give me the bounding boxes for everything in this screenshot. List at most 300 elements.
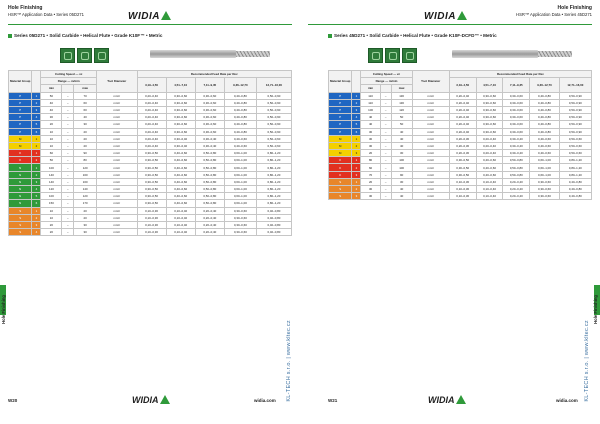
series-heading <box>328 33 497 38</box>
table-cell: 100 <box>391 164 412 171</box>
group-band-cell: S <box>329 178 352 185</box>
table-cell: 0,30–0,60 <box>166 128 195 135</box>
table-cell: 0,40–0,60 <box>166 164 195 171</box>
subgroup-cell: 3 <box>352 150 361 157</box>
table-cell: 10 <box>41 142 62 149</box>
group-band-cell: M <box>329 142 352 149</box>
table-row <box>9 178 292 185</box>
table-row <box>329 171 592 178</box>
table-row <box>9 142 292 149</box>
table-cell: 40 <box>391 193 412 200</box>
table-cell: – <box>62 200 74 207</box>
group-band-cell: P <box>9 92 32 99</box>
table-cell: 0,30–0,60 <box>530 186 560 193</box>
table-cell: – <box>62 142 74 149</box>
table-cell: 0,50–0,80 <box>195 150 224 157</box>
group-band-cell: P <box>329 106 352 113</box>
table-cell: – <box>380 157 391 164</box>
col-speed: Cutting Speed — vc <box>41 71 97 78</box>
header-title: Hole Finishing <box>557 5 592 11</box>
table-cell: 30 <box>361 135 380 142</box>
col-dia-1: 3,19–4,50 <box>449 78 476 92</box>
table-cell: mm/r <box>97 99 137 106</box>
subgroup-cell: 5 <box>352 121 361 128</box>
material-k-icon <box>77 48 92 63</box>
col-dash <box>380 85 391 92</box>
subgroup-cell: 2 <box>32 171 41 178</box>
table-cell: 0,60–1,00 <box>224 150 256 157</box>
table-cell: 90 <box>74 150 97 157</box>
group-band-cell: P <box>329 114 352 121</box>
table-cell: 20 <box>74 128 97 135</box>
group-band-cell: P <box>9 128 32 135</box>
group-band-cell: S <box>9 214 32 221</box>
widia-logo <box>424 10 467 22</box>
group-band-cell: P <box>9 114 32 121</box>
group-band-cell: M <box>329 150 352 157</box>
subgroup-cell: 3 <box>32 221 41 228</box>
table-cell: 0,40–0,60 <box>166 150 195 157</box>
subgroup-cell: 1 <box>32 207 41 214</box>
subgroup-cell: 2 <box>32 214 41 221</box>
table-cell: 0,40–0,60 <box>530 150 560 157</box>
subgroup-cell: 6 <box>352 128 361 135</box>
logo-mark-icon <box>161 11 171 20</box>
col-spacer <box>352 71 361 93</box>
subgroup-cell: 5 <box>32 193 41 200</box>
table-cell: 50 <box>41 92 62 99</box>
table-cell: 0,30–0,40 <box>195 135 224 142</box>
table-cell: mm/r <box>97 164 137 171</box>
subgroup-cell: 2 <box>352 164 361 171</box>
subgroup-cell: 1 <box>352 92 361 99</box>
table-cell: 0,50–0,90 <box>559 128 591 135</box>
table-cell: 0,30–0,50 <box>137 193 166 200</box>
table-cell: mm/r <box>412 164 449 171</box>
table-cell: – <box>62 99 74 106</box>
table-cell: 0,30–0,60 <box>195 106 224 113</box>
table-cell: 160 <box>74 178 97 185</box>
table-row <box>329 114 592 121</box>
subgroup-cell: 6 <box>32 128 41 135</box>
table-cell: 0,20–0,40 <box>449 92 476 99</box>
table-cell: 0,20–0,40 <box>476 135 503 142</box>
table-cell: 0,50–0,90 <box>559 121 591 128</box>
table-cell: 0,30–0,40 <box>166 135 195 142</box>
table-cell: 0,20–0,40 <box>137 114 166 121</box>
table-cell: 0,20–0,30 <box>449 142 476 149</box>
table-cell: 0,10–0,40 <box>166 221 195 228</box>
table-cell: 0,30–0,60 <box>476 114 503 121</box>
table-row <box>9 229 292 236</box>
table-cell: mm/r <box>97 157 137 164</box>
table-row <box>329 186 592 193</box>
table-cell: mm/r <box>97 221 137 228</box>
table-cell: – <box>62 114 74 121</box>
table-cell: 0,50–0,90 <box>559 92 591 99</box>
table-cell: 30 <box>361 186 380 193</box>
table-cell: 0,50–0,80 <box>195 178 224 185</box>
table-cell: mm/r <box>412 178 449 185</box>
table-row <box>329 128 592 135</box>
table-cell: 0,20–0,40 <box>503 193 530 200</box>
bullet-square <box>328 34 332 38</box>
table-cell: 40 <box>361 121 380 128</box>
table-cell: 0,30–0,60 <box>166 92 195 99</box>
table-cell: 0,10–0,40 <box>166 214 195 221</box>
table-cell: 0,80–1,20 <box>256 150 291 157</box>
table-cell: 20 <box>41 229 62 236</box>
table-cell: 0,40–0,60 <box>530 142 560 149</box>
table-row <box>329 121 592 128</box>
table-cell: 0,80–1,20 <box>256 164 291 171</box>
table-cell: mm/r <box>97 150 137 157</box>
subgroup-cell: 3 <box>352 193 361 200</box>
reamer-shank <box>150 50 236 58</box>
table-cell: 50 <box>391 121 412 128</box>
table-cell: 0,50–0,80 <box>195 193 224 200</box>
table-cell: 0,20–0,40 <box>137 92 166 99</box>
table-cell: 0,40–0,80 <box>559 193 591 200</box>
table-row <box>9 214 292 221</box>
table-header-row <box>9 71 292 78</box>
table-cell: – <box>62 186 74 193</box>
table-cell: 0,40–0,60 <box>166 178 195 185</box>
series-heading <box>8 33 162 38</box>
table-cell: 0,20–0,40 <box>449 99 476 106</box>
table-cell: 10 <box>41 207 62 214</box>
table-cell: 0,20–0,40 <box>137 99 166 106</box>
group-band-cell: S <box>9 229 32 236</box>
group-band-cell: P <box>329 99 352 106</box>
material-p-icon <box>368 48 383 63</box>
col-feed: Recommended Feed Rate per Rev <box>137 71 292 78</box>
table-cell: 0,60–1,00 <box>530 164 560 171</box>
footer-logo-mark-icon <box>456 395 466 404</box>
table-cell: 30 <box>74 229 97 236</box>
table-cell: – <box>62 106 74 113</box>
footer-logo-text: WIDIA <box>132 395 159 405</box>
table-cell: 100 <box>361 106 380 113</box>
table-cell: 40 <box>41 99 62 106</box>
table-cell: 0,30–0,60 <box>530 178 560 185</box>
table-cell: 20 <box>74 207 97 214</box>
table-cell: mm/r <box>97 193 137 200</box>
table-cell: 0,30–0,60 <box>195 99 224 106</box>
table-cell: 30 <box>361 128 380 135</box>
table-row <box>9 106 292 113</box>
table-cell: 0,30–0,60 <box>224 207 256 214</box>
table-cell: 0,30–0,60 <box>195 92 224 99</box>
group-band-cell: P <box>329 121 352 128</box>
group-band-cell: M <box>9 135 32 142</box>
table-cell: – <box>62 221 74 228</box>
table-cell: 0,60–1,00 <box>224 193 256 200</box>
table-cell: 0,80–1,20 <box>256 178 291 185</box>
table-cell: – <box>62 178 74 185</box>
group-band-cell: S <box>329 186 352 193</box>
table-row <box>329 99 592 106</box>
table-cell: 0,80–1,20 <box>256 193 291 200</box>
table-cell: – <box>62 229 74 236</box>
group-band-cell: N <box>9 178 32 185</box>
table-cell: 10 <box>41 214 62 221</box>
table-cell: 40 <box>391 186 412 193</box>
table-cell: 150 <box>41 200 62 207</box>
table-cell: 0,40–0,80 <box>224 99 256 106</box>
table-cell: 0,40–0,80 <box>530 99 560 106</box>
table-cell: 0,60–1,00 <box>224 171 256 178</box>
col-tool-dia: Tool Diameter <box>412 71 449 93</box>
table-cell: – <box>62 193 74 200</box>
table-row <box>9 193 292 200</box>
table-cell: 0,60–1,00 <box>224 178 256 185</box>
application-data-table <box>8 70 292 236</box>
table-cell: – <box>380 135 391 142</box>
table-cell: 0,10–0,40 <box>166 229 195 236</box>
subgroup-cell: 4 <box>32 229 41 236</box>
table-cell: 0,50–0,80 <box>195 171 224 178</box>
table-row <box>329 178 592 185</box>
table-cell: 0,50–0,90 <box>256 92 291 99</box>
group-band-cell: M <box>329 135 352 142</box>
subgroup-cell: 5 <box>32 121 41 128</box>
group-band-cell: N <box>9 193 32 200</box>
table-cell: – <box>380 106 391 113</box>
table-cell: 0,30–0,50 <box>137 178 166 185</box>
table-cell: 0,30–0,60 <box>503 106 530 113</box>
subgroup-cell: 1 <box>32 135 41 142</box>
col-max: max <box>391 85 412 92</box>
table-cell: 0,30–0,50 <box>449 157 476 164</box>
table-cell: 0,10–0,30 <box>137 229 166 236</box>
table-cell: 0,30–0,40 <box>503 150 530 157</box>
table-cell: 0,30–0,60 <box>224 229 256 236</box>
table-cell: 0,20–0,40 <box>449 106 476 113</box>
table-cell: 0,30–0,60 <box>503 128 530 135</box>
footer-website[interactable]: widia.com <box>254 398 276 403</box>
table-row <box>9 157 292 164</box>
table-cell: 0,30–0,60 <box>530 193 560 200</box>
table-cell: 0,50–0,90 <box>256 114 291 121</box>
table-cell: – <box>62 121 74 128</box>
table-cell: 20 <box>74 135 97 142</box>
table-row <box>329 193 592 200</box>
table-cell: 0,60–1,00 <box>530 157 560 164</box>
table-cell: – <box>380 121 391 128</box>
table-cell: mm/r <box>97 106 137 113</box>
logo-text: WIDIA <box>424 11 456 22</box>
table-cell: – <box>62 92 74 99</box>
table-cell: 0,40–0,60 <box>166 200 195 207</box>
table-cell: 0,50–0,90 <box>256 99 291 106</box>
table-cell: mm/r <box>412 92 449 99</box>
table-header-row <box>9 78 292 85</box>
table-cell: 0,80–1,20 <box>559 171 591 178</box>
table-cell: 0,40–0,80 <box>530 121 560 128</box>
table-cell: 0,20–0,40 <box>195 207 224 214</box>
table-cell: – <box>380 193 391 200</box>
table-cell: 0,30–0,60 <box>503 92 530 99</box>
table-cell: mm/r <box>412 135 449 142</box>
table-cell: 0,40–0,80 <box>224 92 256 99</box>
material-icons <box>368 48 417 68</box>
table-cell: – <box>380 150 391 157</box>
table-row <box>9 186 292 193</box>
subgroup-cell: 4 <box>352 114 361 121</box>
table-cell: 0,30–0,60 <box>476 128 503 135</box>
table-cell: 90 <box>391 171 412 178</box>
col-spacer <box>32 71 41 93</box>
table-cell: 0,20–0,40 <box>449 128 476 135</box>
table-row <box>329 142 592 149</box>
table-cell: 0,60–1,00 <box>224 186 256 193</box>
table-cell: – <box>380 186 391 193</box>
table-cell: 0,50–0,60 <box>256 135 291 142</box>
footer-website[interactable]: widia.com <box>556 398 578 403</box>
table-cell: 0,50–0,90 <box>559 99 591 106</box>
table-cell: 0,30–0,60 <box>503 114 530 121</box>
table-cell: 30 <box>41 114 62 121</box>
col-material-group: Material Group <box>9 71 32 93</box>
table-cell: 30 <box>391 150 412 157</box>
table-cell: 60 <box>74 106 97 113</box>
table-cell: – <box>380 142 391 149</box>
table-cell: 0,30–0,50 <box>137 186 166 193</box>
table-cell: – <box>62 157 74 164</box>
table-row <box>9 92 292 99</box>
table-cell: mm/r <box>97 142 137 149</box>
table-row <box>9 221 292 228</box>
table-cell: 0,50–0,80 <box>503 171 530 178</box>
group-band-cell: N <box>9 200 32 207</box>
group-band-cell: P <box>9 106 32 113</box>
table-cell: 0,30–0,40 <box>503 135 530 142</box>
table-cell: 60 <box>41 150 62 157</box>
group-band-cell: N <box>9 171 32 178</box>
table-cell: 0,30–0,50 <box>137 164 166 171</box>
table-cell: 40 <box>361 114 380 121</box>
table-cell: 60 <box>74 99 97 106</box>
table-cell: 10 <box>41 135 62 142</box>
table-cell: 0,40–0,80 <box>559 178 591 185</box>
table-cell: 0,40–0,60 <box>224 135 256 142</box>
table-cell: mm/r <box>97 207 137 214</box>
group-band-cell: S <box>9 221 32 228</box>
col-dia-5: 12,71–16,00 <box>559 78 591 92</box>
material-s-icon <box>402 48 417 63</box>
table-cell: 0,80–1,20 <box>559 164 591 171</box>
table-cell: 0,20–0,40 <box>503 186 530 193</box>
table-row <box>329 92 592 99</box>
table-cell: 0,60–1,00 <box>224 200 256 207</box>
table-cell: 0,20–0,40 <box>195 229 224 236</box>
table-cell: 30 <box>74 221 97 228</box>
table-cell: 0,40–0,60 <box>166 157 195 164</box>
table-cell: 140 <box>74 186 97 193</box>
table-cell: 0,30–0,40 <box>503 142 530 149</box>
table-cell: 0,40–0,60 <box>476 157 503 164</box>
table-cell: 0,50–0,90 <box>256 121 291 128</box>
table-cell: 0,40–0,60 <box>224 142 256 149</box>
col-max: max <box>74 85 97 92</box>
series-text: Series 45D271 • Solid Carbide • Helical Flute • Grade K10F-DCFD™ • Metric <box>334 33 497 38</box>
group-band-cell: K <box>329 171 352 178</box>
table-cell: mm/r <box>412 99 449 106</box>
table-cell: 0,50–0,60 <box>559 150 591 157</box>
header-rule <box>8 24 292 25</box>
table-row <box>329 164 592 171</box>
table-cell: mm/r <box>97 92 137 99</box>
table-cell: 0,30–0,50 <box>449 164 476 171</box>
table-cell: 130 <box>391 92 412 99</box>
table-cell: 0,10–0,30 <box>137 214 166 221</box>
table-cell: 0,40–0,80 <box>224 128 256 135</box>
table-cell: mm/r <box>97 200 137 207</box>
footer-logo-text: WIDIA <box>428 395 455 405</box>
subgroup-cell: 1 <box>352 157 361 164</box>
watermark: KL-TECH s.r.o. | www.kltec.cz <box>286 320 292 402</box>
table-cell: 0,40–0,80 <box>224 106 256 113</box>
table-header-row <box>329 78 592 85</box>
table-cell: 0,10–0,40 <box>166 207 195 214</box>
table-cell: 0,60–1,00 <box>224 157 256 164</box>
table-cell: 0,40–0,80 <box>256 214 291 221</box>
right-page <box>300 0 600 424</box>
table-cell: 0,20–0,40 <box>137 121 166 128</box>
widia-logo <box>128 10 171 22</box>
table-cell: mm/r <box>412 171 449 178</box>
table-cell: 140 <box>41 178 62 185</box>
table-cell: 0,10–0,40 <box>476 186 503 193</box>
table-cell: 40 <box>41 106 62 113</box>
table-cell: 0,40–0,80 <box>530 92 560 99</box>
table-cell: 30 <box>391 178 412 185</box>
table-cell: 0,30–0,60 <box>166 121 195 128</box>
table-cell: 0,10–0,30 <box>449 186 476 193</box>
col-min: min <box>361 85 380 92</box>
table-cell: 0,20–0,40 <box>476 150 503 157</box>
table-cell: 0,50–0,80 <box>195 164 224 171</box>
table-cell: – <box>380 128 391 135</box>
table-cell: 20 <box>361 150 380 157</box>
table-cell: 120 <box>391 106 412 113</box>
table-cell: 0,20–0,40 <box>449 114 476 121</box>
table-cell: 20 <box>41 221 62 228</box>
table-cell: 60 <box>361 164 380 171</box>
table-cell: – <box>62 164 74 171</box>
subgroup-cell: 4 <box>32 186 41 193</box>
table-cell: 0,50–0,60 <box>256 142 291 149</box>
footer-logo <box>428 394 466 405</box>
table-cell: mm/r <box>412 157 449 164</box>
table-cell: 0,30–0,60 <box>503 121 530 128</box>
table-cell: – <box>62 128 74 135</box>
header-rule <box>308 24 592 25</box>
table-row <box>9 150 292 157</box>
group-band-cell: P <box>329 128 352 135</box>
header-subtitle: HSR™ Application Data • Series 05D271 <box>8 12 84 17</box>
page-number: W21 <box>328 398 338 403</box>
col-dia-3: 7,11–9,35 <box>195 78 224 92</box>
table-row <box>9 99 292 106</box>
table-cell: mm/r <box>412 193 449 200</box>
table-cell: 130 <box>391 99 412 106</box>
subgroup-cell: 2 <box>352 186 361 193</box>
table-cell: mm/r <box>412 142 449 149</box>
table-cell: – <box>380 99 391 106</box>
table-row <box>9 171 292 178</box>
